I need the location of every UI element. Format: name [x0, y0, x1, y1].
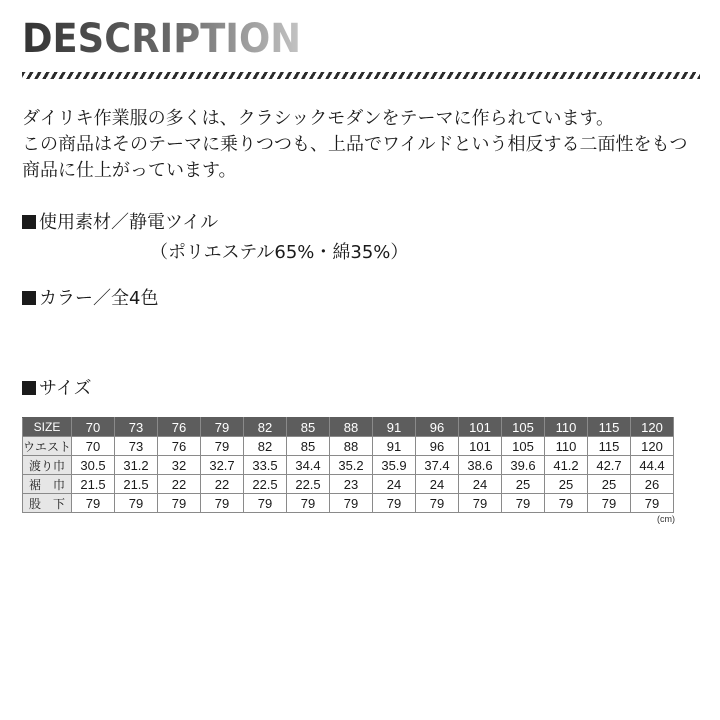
table-cell: 79: [201, 437, 244, 456]
table-cell: 96: [416, 437, 459, 456]
table-cell: 70: [72, 437, 115, 456]
unit-label: (cm): [657, 514, 675, 524]
table-cell: 79: [244, 494, 287, 513]
table-cell: 79: [588, 494, 631, 513]
table-cell: 79: [201, 494, 244, 513]
size-header-cell: 120: [631, 418, 674, 437]
table-cell: 42.7: [588, 456, 631, 475]
square-bullet-icon: [22, 291, 36, 305]
table-cell: 79: [545, 494, 588, 513]
table-cell: 79: [330, 494, 373, 513]
table-cell: 79: [459, 494, 502, 513]
table-cell: 73: [115, 437, 158, 456]
table-cell: 85: [287, 437, 330, 456]
table-cell: 105: [502, 437, 545, 456]
table-cell: 79: [502, 494, 545, 513]
table-cell: 35.2: [330, 456, 373, 475]
table-cell: 32.7: [201, 456, 244, 475]
table-cell: 79: [158, 494, 201, 513]
color-label: カラー／全4色: [39, 288, 159, 309]
table-cell: 24: [459, 475, 502, 494]
row-label: 股 下: [23, 494, 72, 513]
size-table: [22, 417, 674, 513]
size-header-cell: 82: [244, 418, 287, 437]
table-cell: 23: [330, 475, 373, 494]
size-header-cell: 79: [201, 418, 244, 437]
table-cell: 22: [158, 475, 201, 494]
decorative-stripe-divider: [22, 72, 700, 79]
table-cell: 37.4: [416, 456, 459, 475]
material-composition: （ポリエステル65%・綿35%）: [150, 242, 409, 263]
table-row: [23, 456, 674, 475]
size-header-cell: 101: [459, 418, 502, 437]
table-cell: 22: [201, 475, 244, 494]
table-cell: 101: [459, 437, 502, 456]
description-line: 商品に仕上がっています。: [22, 160, 237, 181]
table-cell: 31.2: [115, 456, 158, 475]
table-cell: 25: [545, 475, 588, 494]
table-cell: 34.4: [287, 456, 330, 475]
square-bullet-icon: [22, 381, 36, 395]
size-header-cell: 85: [287, 418, 330, 437]
table-cell: 35.9: [373, 456, 416, 475]
table-cell: 26: [631, 475, 674, 494]
table-cell: 44.4: [631, 456, 674, 475]
size-table-header-row: [23, 418, 674, 437]
table-cell: 41.2: [545, 456, 588, 475]
size-heading-label: サイズ: [39, 378, 92, 399]
table-cell: 79: [631, 494, 674, 513]
table-cell: 32: [158, 456, 201, 475]
table-cell: 38.6: [459, 456, 502, 475]
size-header-cell: 73: [115, 418, 158, 437]
table-cell: 91: [373, 437, 416, 456]
row-label: ウエスト: [23, 437, 72, 456]
description-text: [22, 106, 712, 184]
description-line: ダイリキ作業服の多くは、クラシックモダンをテーマに作られています。: [22, 108, 615, 129]
table-cell: 22.5: [244, 475, 287, 494]
size-header-cell: 91: [373, 418, 416, 437]
section-title: DESCRIPTION: [22, 16, 302, 62]
table-row: [23, 494, 674, 513]
size-header-cell: 115: [588, 418, 631, 437]
table-cell: 25: [588, 475, 631, 494]
table-cell: 79: [115, 494, 158, 513]
table-cell: 115: [588, 437, 631, 456]
table-row: [23, 475, 674, 494]
size-heading: [22, 376, 92, 402]
size-header-cell: 96: [416, 418, 459, 437]
table-cell: 24: [416, 475, 459, 494]
table-cell: 21.5: [115, 475, 158, 494]
table-cell: 76: [158, 437, 201, 456]
table-cell: 79: [373, 494, 416, 513]
table-cell: 24: [373, 475, 416, 494]
table-cell: 39.6: [502, 456, 545, 475]
color-spec: [22, 286, 158, 312]
table-cell: 30.5: [72, 456, 115, 475]
material-spec: [22, 210, 218, 236]
size-header-cell: 88: [330, 418, 373, 437]
table-cell: 25: [502, 475, 545, 494]
table-row: [23, 437, 674, 456]
table-cell: 21.5: [72, 475, 115, 494]
size-header-cell: 70: [72, 418, 115, 437]
row-label: 渡り巾: [23, 456, 72, 475]
size-header-cell: 105: [502, 418, 545, 437]
row-label: 裾 巾: [23, 475, 72, 494]
table-cell: 79: [72, 494, 115, 513]
table-cell: 120: [631, 437, 674, 456]
material-label: 使用素材／静電ツイル: [39, 212, 219, 233]
size-header-label: SIZE: [23, 418, 72, 437]
table-cell: 22.5: [287, 475, 330, 494]
size-header-cell: 76: [158, 418, 201, 437]
description-line: この商品はそのテーマに乗りつつも、上品でワイルドという相反する二面性をもつ: [22, 134, 688, 155]
size-header-cell: 110: [545, 418, 588, 437]
table-cell: 110: [545, 437, 588, 456]
table-cell: 79: [287, 494, 330, 513]
table-cell: 79: [416, 494, 459, 513]
table-cell: 88: [330, 437, 373, 456]
table-cell: 33.5: [244, 456, 287, 475]
table-cell: 82: [244, 437, 287, 456]
square-bullet-icon: [22, 215, 36, 229]
